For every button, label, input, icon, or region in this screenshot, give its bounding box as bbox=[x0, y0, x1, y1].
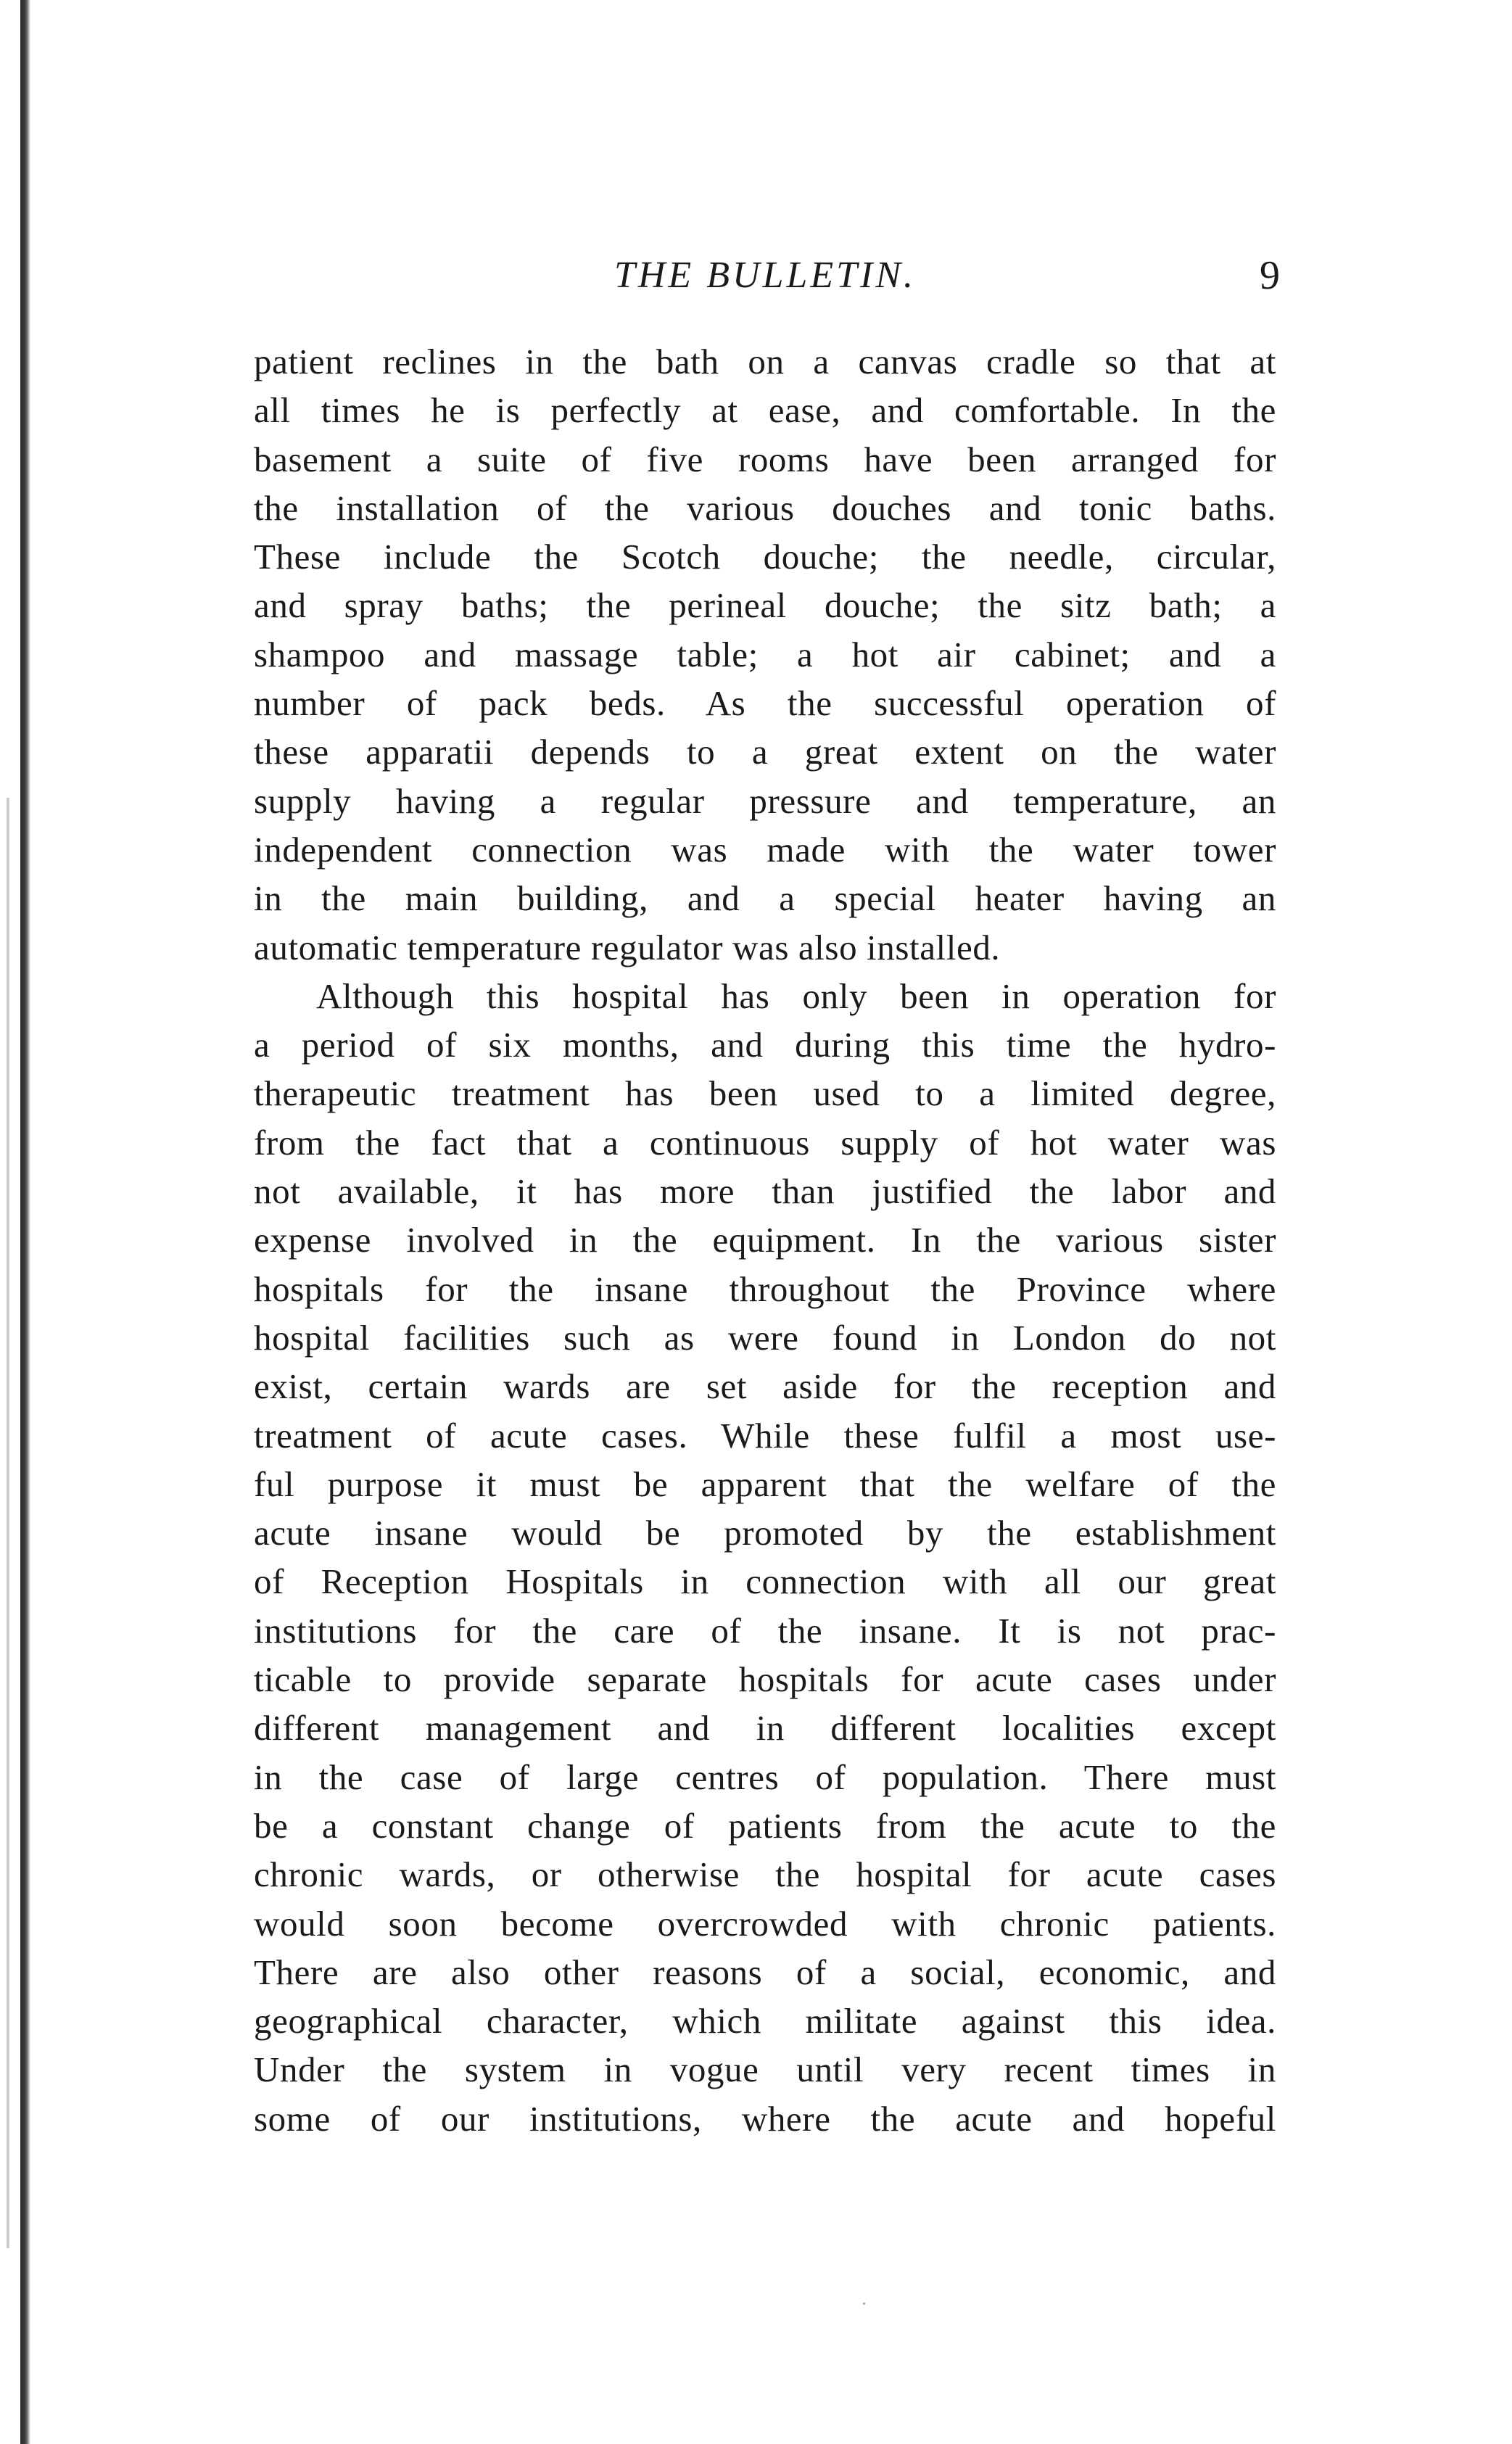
text-line: basement a suite of five rooms have been arranged for bbox=[254, 439, 1276, 479]
text-line: ful purpose it must be apparent that the welfare of the bbox=[254, 1463, 1276, 1504]
text-line: hospitals for the insane throughout the Province where bbox=[254, 1268, 1276, 1309]
text-line: these apparatii depends to a great extent on the water bbox=[254, 732, 1276, 772]
text-line: patient reclines in the bath on a canvas cradle so that at bbox=[254, 342, 1276, 381]
text-line: therapeutic treatment has been used to a limited degree, bbox=[254, 1073, 1276, 1114]
text-line: supply having a regular pressure and temperature, an bbox=[254, 780, 1276, 821]
paragraph-start-line: Although this hospital has only been in operation for bbox=[316, 975, 1276, 1016]
text-line: number of pack beds. As the successful operation of bbox=[254, 683, 1276, 724]
text-line: in the case of large centres of population. There must bbox=[254, 1756, 1276, 1797]
body-text bbox=[254, 337, 1276, 2143]
text-line: of Reception Hospitals in connection with all our great bbox=[254, 1561, 1276, 1602]
text-line: acute insane would be promoted by the establishment bbox=[254, 1513, 1276, 1553]
text-line: hospital facilities such as were found in London do not bbox=[254, 1317, 1276, 1358]
text-line: from the fact that a continuous supply of hot water was bbox=[254, 1122, 1276, 1163]
text-line: the installation of the various douches and tonic baths. bbox=[254, 487, 1276, 528]
text-line: treatment of acute cases. While these fulfil a most use- bbox=[254, 1415, 1276, 1456]
page-number: 9 bbox=[1260, 253, 1280, 298]
text-line: a period of six months, and during this time the hydro- bbox=[254, 1025, 1276, 1065]
text-line: Under the system in vogue until very recent times in bbox=[254, 2049, 1276, 2090]
binding-edge bbox=[20, 0, 30, 2444]
text-line: automatic temperature regulator was also installed. bbox=[254, 927, 1001, 967]
text-line: some of our institutions, where the acute and hopeful bbox=[254, 2098, 1276, 2139]
text-line: shampoo and massage table; a hot air cabinet; and a bbox=[254, 634, 1276, 674]
paper-speck bbox=[863, 2303, 865, 2305]
running-title: THE BULLETIN. bbox=[614, 255, 917, 296]
text-line: and spray baths; the perineal douche; the sitz bath; a bbox=[254, 585, 1276, 626]
text-line: not available, it has more than justified the labor and bbox=[254, 1171, 1276, 1212]
page-header bbox=[250, 250, 1280, 301]
text-line: There are also other reasons of a social, economic, and bbox=[254, 1952, 1276, 1992]
text-line: expense involved in the equipment. In the various sister bbox=[254, 1220, 1276, 1260]
text-line: These include the Scotch douche; the needle, circular, bbox=[254, 537, 1276, 577]
text-line: institutions for the care of the insane. It is not prac- bbox=[254, 1610, 1276, 1651]
text-line: would soon become overcrowded with chronic patients. bbox=[254, 1903, 1276, 1944]
text-line: all times he is perfectly at ease, and comfortable. In the bbox=[254, 390, 1276, 431]
text-line: geographical character, which militate against this idea. bbox=[254, 2001, 1276, 2042]
text-line: independent connection was made with the water tower bbox=[254, 829, 1276, 870]
text-line: ticable to provide separate hospitals for acute cases under bbox=[254, 1659, 1276, 1700]
text-line: be a constant change of patients from the acute to the bbox=[254, 1805, 1276, 1846]
text-line: in the main building, and a special heater having an bbox=[254, 878, 1276, 919]
binding-shadow bbox=[6, 798, 10, 2248]
text-line: different management and in different localities except bbox=[254, 1708, 1276, 1749]
text-line: exist, certain wards are set aside for the reception and bbox=[254, 1366, 1276, 1407]
text-line: chronic wards, or otherwise the hospital for acute cases bbox=[254, 1854, 1276, 1895]
